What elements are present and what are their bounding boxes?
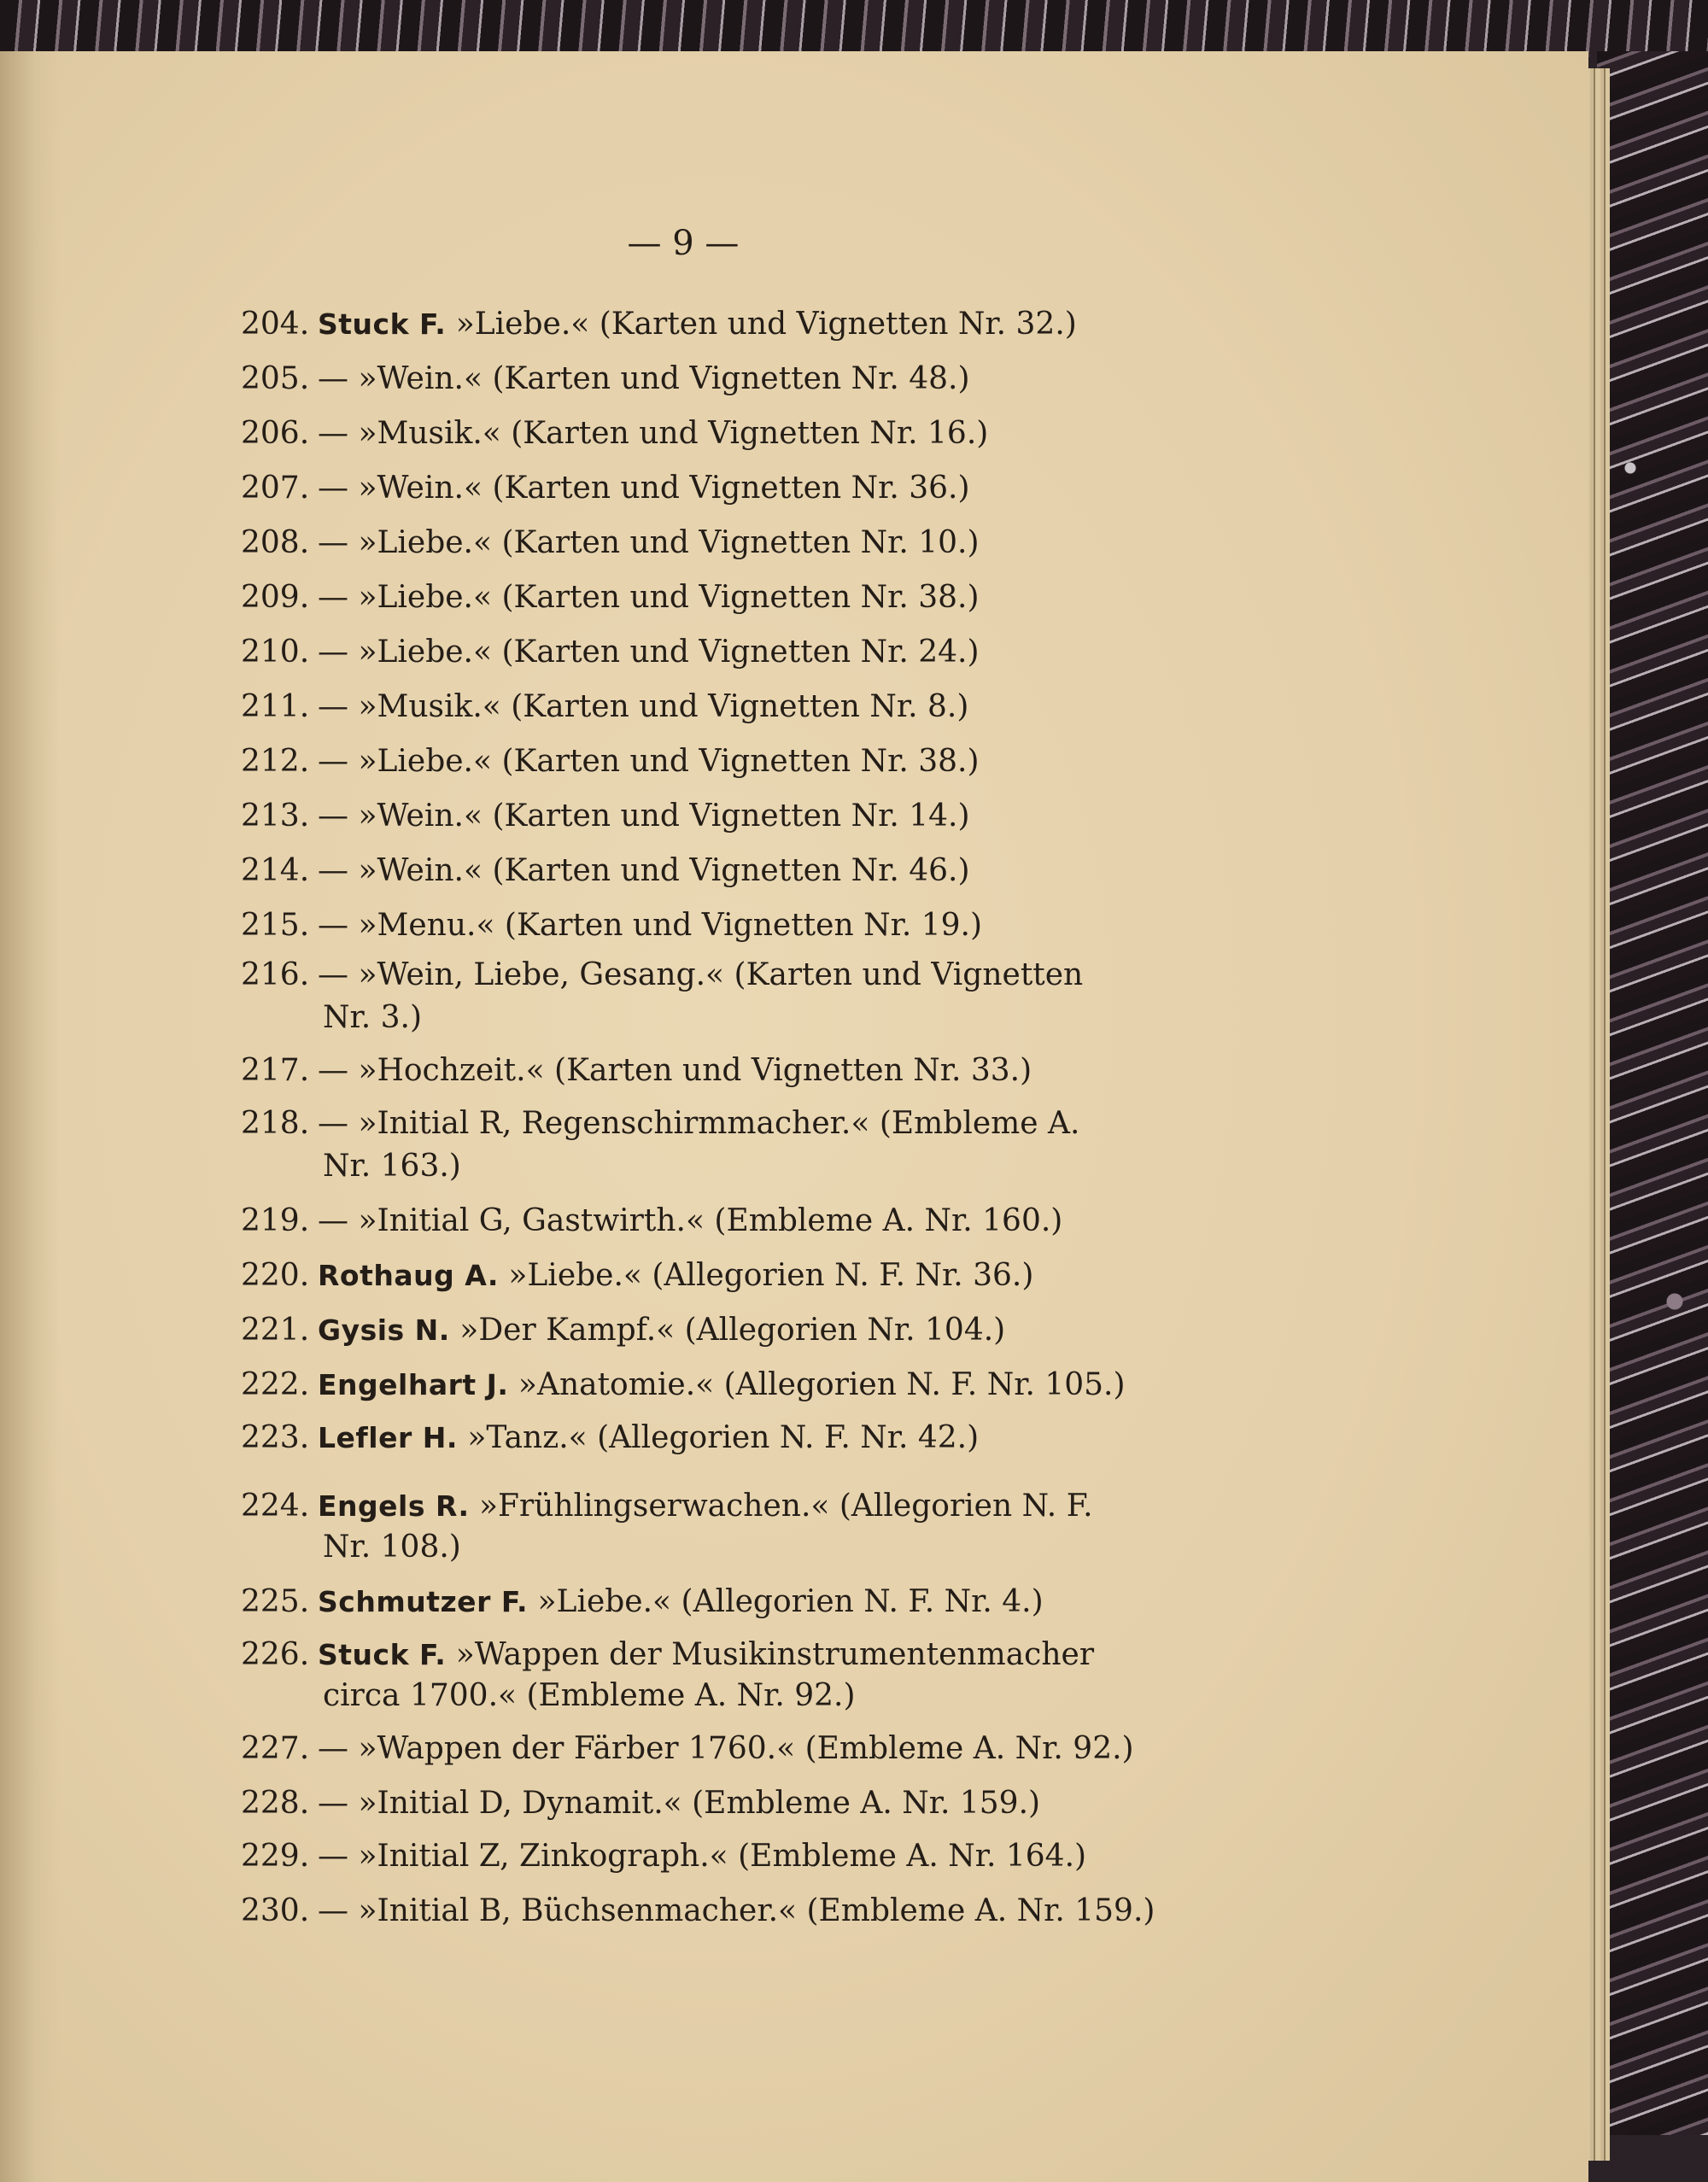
entry-author: Schmutzer F. bbox=[318, 1585, 529, 1618]
marbled-cover-edge bbox=[1597, 51, 1708, 2135]
entry-number: 204. bbox=[241, 307, 310, 342]
entry-number: 230. bbox=[241, 1893, 310, 1928]
entry-number: 216. bbox=[241, 957, 310, 992]
entry-text: — »Liebe.« (Karten und Vignetten Nr. 24.) bbox=[318, 635, 980, 670]
entry-text: — »Musik.« (Karten und Vignetten Nr. 8.) bbox=[318, 689, 969, 724]
entry-number: 228. bbox=[241, 1786, 310, 1821]
entry-text: — »Liebe.« (Karten und Vignetten Nr. 38.) bbox=[318, 580, 980, 615]
entry-number: 227. bbox=[241, 1731, 310, 1766]
entry-230 bbox=[241, 1891, 1163, 1932]
entry-text: — »Wein.« (Karten und Vignetten Nr. 36.) bbox=[318, 471, 970, 506]
entry-number: 210. bbox=[241, 635, 310, 670]
entry-205 bbox=[241, 359, 1163, 400]
entry-214 bbox=[241, 851, 1163, 892]
entry-218-continuation: Nr. 163.) bbox=[323, 1149, 461, 1184]
entry-213 bbox=[241, 796, 1163, 837]
entry-text: — »Wein, Liebe, Gesang.« (Karten und Vignetten bbox=[318, 957, 1084, 992]
entry-text: — »Wein.« (Karten und Vignetten Nr. 14.) bbox=[318, 799, 970, 834]
entry-text: »Tanz.« (Allegorien N. F. Nr. 42.) bbox=[467, 1420, 980, 1455]
entry-211 bbox=[241, 687, 1163, 728]
entry-text: — »Musik.« (Karten und Vignetten Nr. 16.) bbox=[318, 416, 989, 451]
entry-number: 213. bbox=[241, 799, 310, 834]
entry-225 bbox=[241, 1582, 1163, 1623]
entry-number: 221. bbox=[241, 1313, 310, 1348]
entry-text: — »Wappen der Färber 1760.« (Embleme A. Nr. 92.) bbox=[318, 1731, 1134, 1766]
entry-number: 218. bbox=[241, 1106, 310, 1141]
entry-text: »Der Kampf.« (Allegorien Nr. 104.) bbox=[459, 1313, 1006, 1348]
entry-228 bbox=[241, 1783, 1163, 1824]
entry-number: 212. bbox=[241, 744, 310, 779]
entry-number: 206. bbox=[241, 416, 310, 451]
entry-number: 207. bbox=[241, 471, 310, 506]
page-number: — 9 — bbox=[627, 224, 740, 263]
entry-216 bbox=[241, 955, 1163, 996]
entry-number: 217. bbox=[241, 1053, 310, 1088]
entry-text: — »Initial D, Dynamit.« (Embleme A. Nr. 159.) bbox=[318, 1786, 1041, 1821]
entry-204 bbox=[241, 304, 1163, 345]
entry-text: — »Liebe.« (Karten und Vignetten Nr. 10.) bbox=[318, 525, 980, 560]
gutter-shadow bbox=[0, 51, 60, 2182]
entry-text: — »Initial G, Gastwirth.« (Embleme A. Nr. 160.) bbox=[318, 1203, 1063, 1238]
entry-219 bbox=[241, 1201, 1163, 1242]
entry-text: »Anatomie.« (Allegorien N. F. Nr. 105.) bbox=[518, 1367, 1126, 1402]
entry-text: — »Hochzeit.« (Karten und Vignetten Nr. 33.) bbox=[318, 1053, 1032, 1088]
entry-number: 222. bbox=[241, 1367, 310, 1402]
entry-author: Stuck F. bbox=[318, 1638, 447, 1671]
entry-text: — »Initial B, Büchsenmacher.« (Embleme A. Nr. 159.) bbox=[318, 1893, 1155, 1928]
entry-number: 225. bbox=[241, 1584, 310, 1619]
entry-text: »Liebe.« (Allegorien N. F. Nr. 36.) bbox=[508, 1258, 1034, 1293]
entry-text: »Wappen der Musikinstrumentenmacher bbox=[455, 1637, 1095, 1672]
entry-212 bbox=[241, 741, 1163, 782]
entry-208 bbox=[241, 523, 1163, 564]
entry-224 bbox=[241, 1486, 1163, 1527]
entry-author: Engelhart J. bbox=[318, 1368, 509, 1401]
entry-author: Stuck F. bbox=[318, 307, 447, 341]
entry-217 bbox=[241, 1050, 1163, 1091]
entry-number: 209. bbox=[241, 580, 310, 615]
entry-number: 215. bbox=[241, 908, 310, 943]
entry-number: 223. bbox=[241, 1420, 310, 1455]
entry-text: »Frühlingserwachen.« (Allegorien N. F. bbox=[479, 1489, 1093, 1524]
entry-text: — »Liebe.« (Karten und Vignetten Nr. 38.) bbox=[318, 744, 980, 779]
entry-222 bbox=[241, 1365, 1163, 1406]
entry-227 bbox=[241, 1729, 1163, 1770]
entry-226 bbox=[241, 1635, 1163, 1676]
entry-215 bbox=[241, 905, 1163, 946]
entry-218 bbox=[241, 1103, 1163, 1144]
entry-text: — »Wein.« (Karten und Vignetten Nr. 46.) bbox=[318, 853, 970, 888]
entry-number: 214. bbox=[241, 853, 310, 888]
entry-226-continuation: circa 1700.« (Embleme A. Nr. 92.) bbox=[323, 1678, 856, 1713]
entry-text: — »Initial R, Regenschirmmacher.« (Embleme A. bbox=[318, 1106, 1080, 1141]
entry-number: 226. bbox=[241, 1637, 310, 1672]
entry-number: 208. bbox=[241, 525, 310, 560]
entry-number: 219. bbox=[241, 1203, 310, 1238]
entry-text: »Liebe.« (Allegorien N. F. Nr. 4.) bbox=[537, 1584, 1044, 1619]
entry-text: — »Wein.« (Karten und Vignetten Nr. 48.) bbox=[318, 361, 970, 396]
entry-229 bbox=[241, 1836, 1163, 1877]
entry-author: Rothaug A. bbox=[318, 1259, 499, 1292]
entry-210 bbox=[241, 632, 1163, 673]
entry-number: 224. bbox=[241, 1489, 310, 1524]
entry-220 bbox=[241, 1255, 1163, 1296]
entry-216-continuation: Nr. 3.) bbox=[323, 1000, 423, 1035]
entry-224-continuation: Nr. 108.) bbox=[323, 1530, 461, 1565]
entry-text: — »Menu.« (Karten und Vignetten Nr. 19.) bbox=[318, 908, 983, 943]
entry-author: Lefler H. bbox=[318, 1421, 458, 1454]
entry-223 bbox=[241, 1418, 1163, 1459]
entry-221 bbox=[241, 1310, 1163, 1351]
entry-number: 229. bbox=[241, 1839, 310, 1874]
entry-206 bbox=[241, 413, 1163, 454]
entry-text: — »Initial Z, Zinkograph.« (Embleme A. Nr. 164.) bbox=[318, 1839, 1087, 1874]
entry-author: Gysis N. bbox=[318, 1313, 450, 1347]
entry-207 bbox=[241, 468, 1163, 509]
entry-number: 220. bbox=[241, 1258, 310, 1293]
entry-author: Engels R. bbox=[318, 1489, 470, 1523]
entry-number: 205. bbox=[241, 361, 310, 396]
entry-number: 211. bbox=[241, 689, 310, 724]
entry-text: »Liebe.« (Karten und Vignetten Nr. 32.) bbox=[455, 307, 1077, 342]
entry-209 bbox=[241, 577, 1163, 618]
